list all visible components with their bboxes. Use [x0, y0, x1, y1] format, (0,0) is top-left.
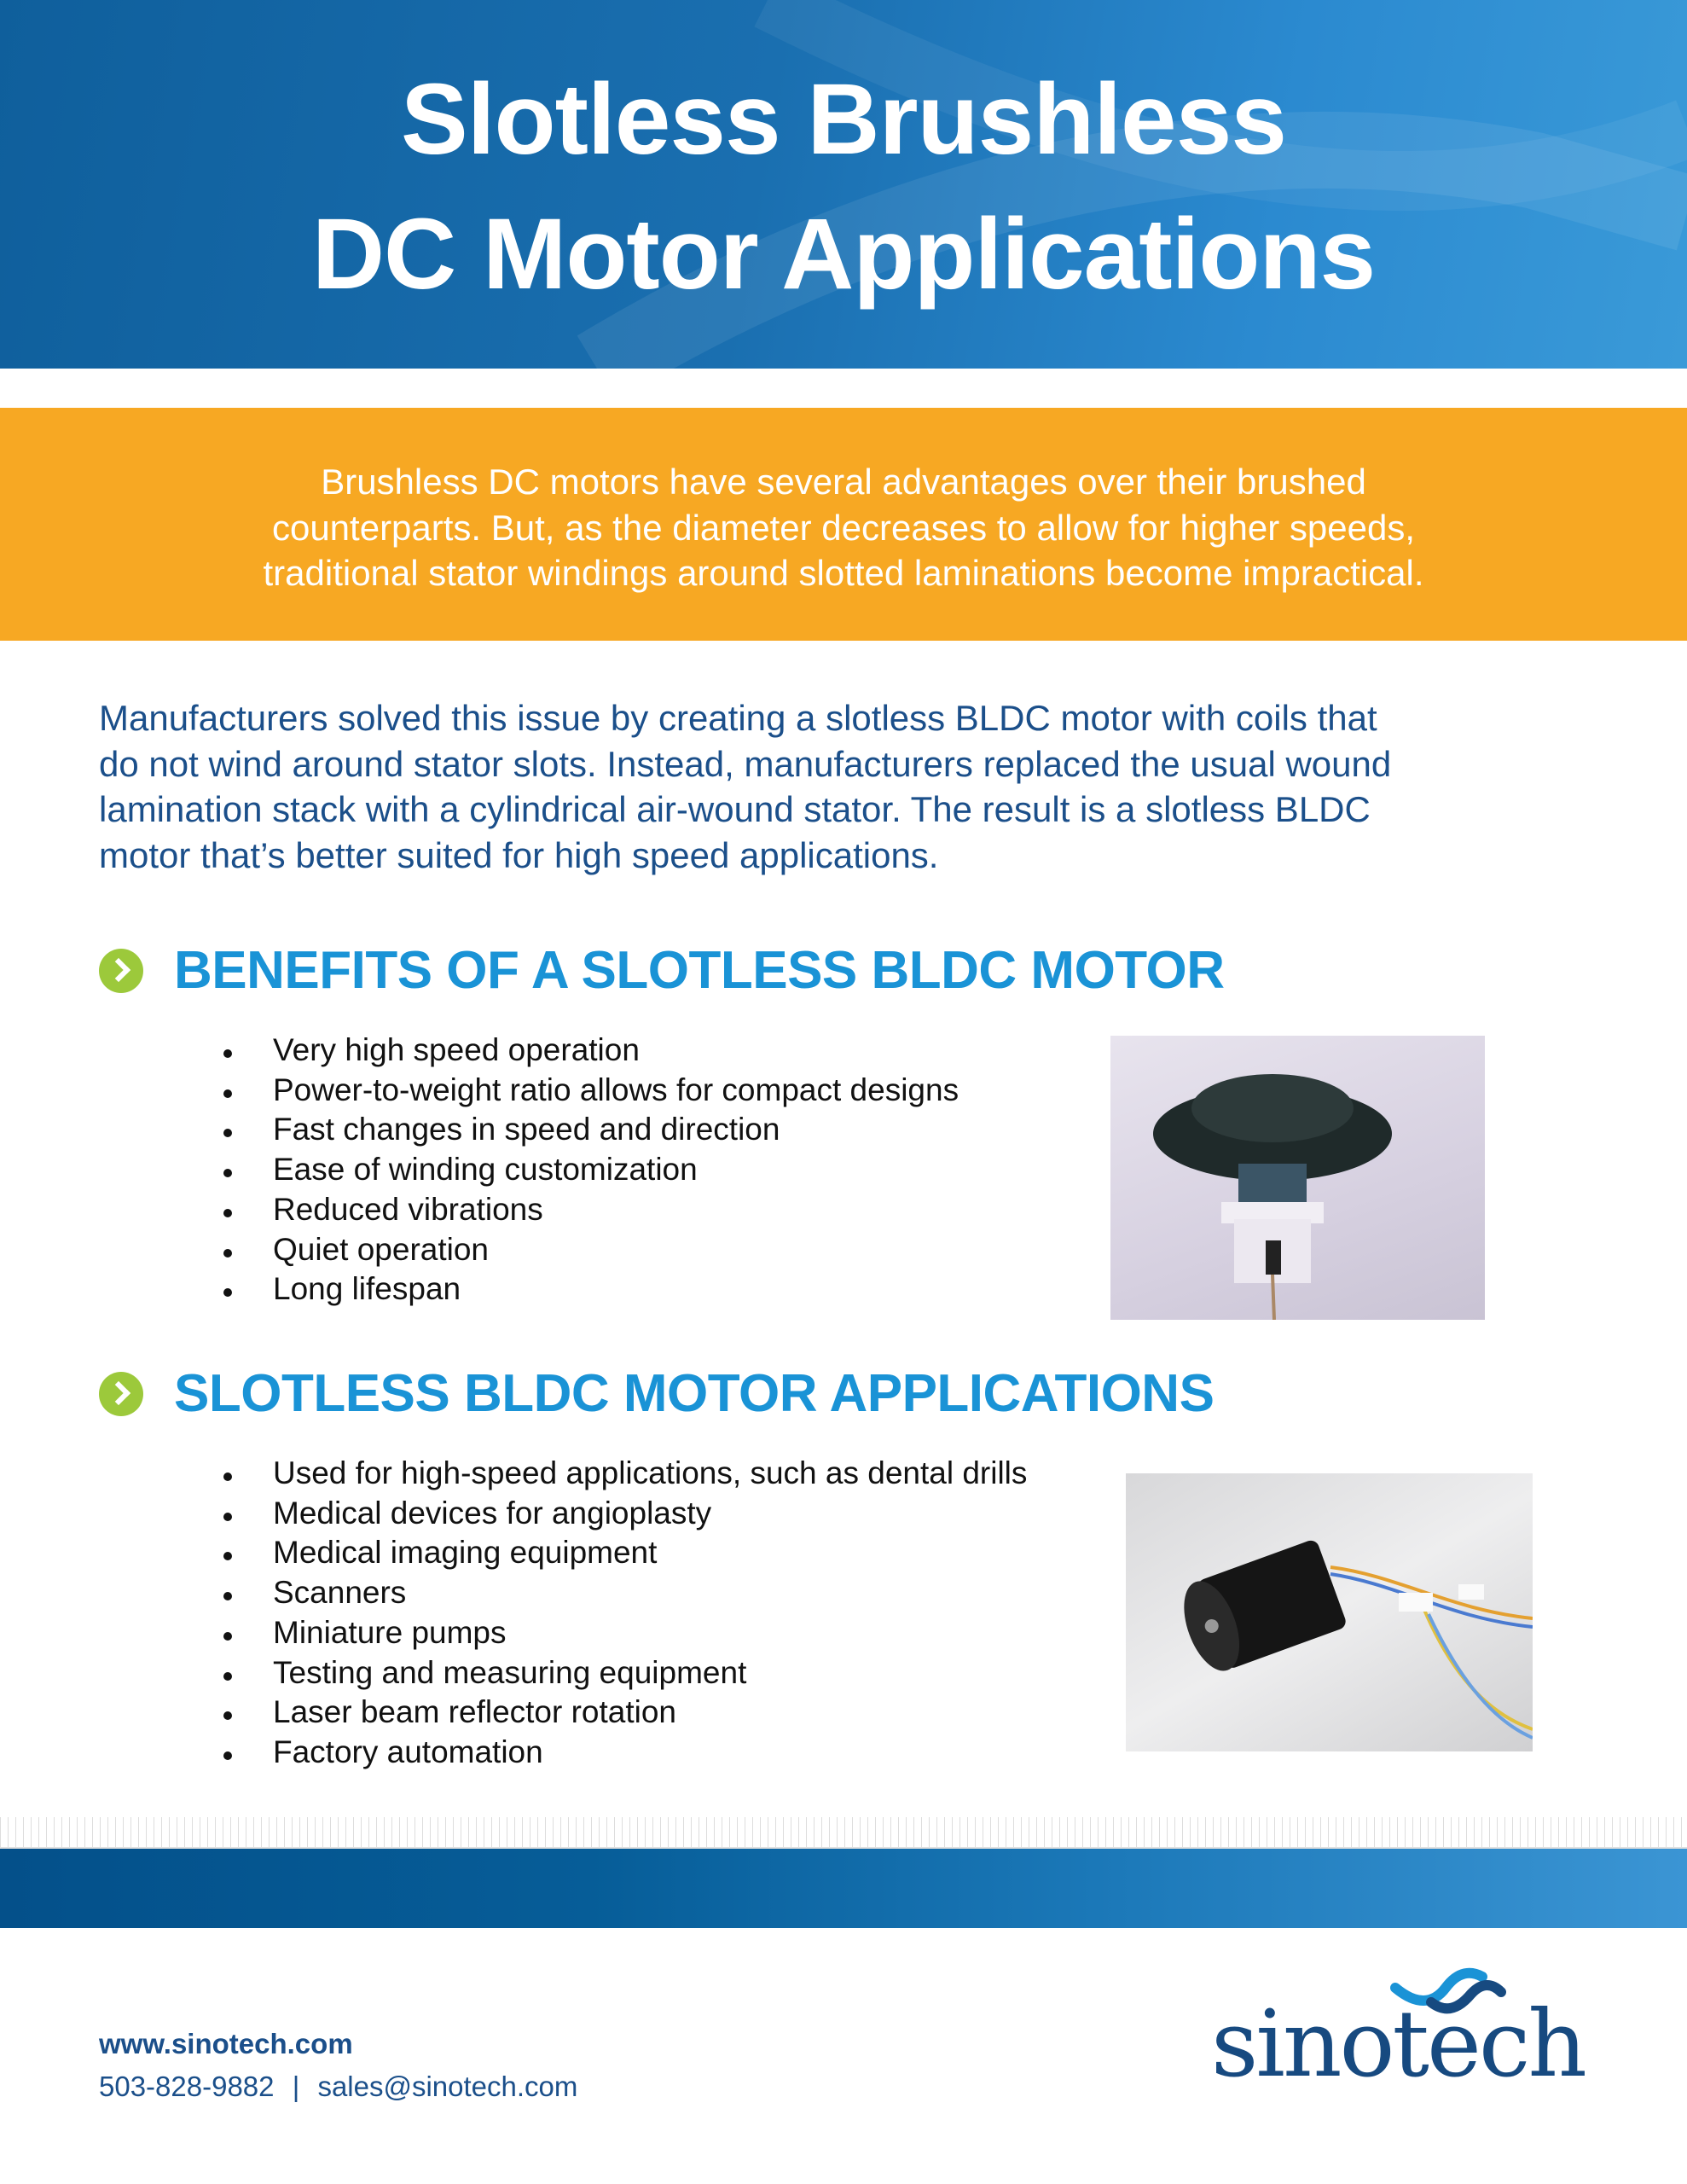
bullet-icon [223, 1209, 232, 1217]
wave-decoration [0, 0, 1687, 369]
bullet-icon [223, 1513, 232, 1521]
list-item: Used for high-speed applications, such as dental drills [273, 1455, 1028, 1490]
website-link[interactable]: www.sinotech.com [99, 2028, 353, 2059]
list-item: Long lifespan [273, 1271, 461, 1307]
logo-wordmark: sinotech [1211, 1991, 1585, 2098]
bullet-icon [223, 1129, 232, 1137]
intro-line: counterparts. But, as the diameter decreases to allow for higher speeds, [271, 508, 1416, 548]
bullet-icon [223, 1169, 232, 1177]
bullet-icon [223, 1672, 232, 1681]
page-title-line1: Slotless Brushless [401, 63, 1286, 176]
bullet-icon [223, 1751, 232, 1760]
list-item: Testing and measuring equipment [273, 1654, 747, 1690]
chevron-right-icon [99, 1372, 143, 1416]
list-item: Miniature pumps [273, 1614, 507, 1650]
list-item: Ease of winding customization [273, 1152, 698, 1188]
bullet-icon [223, 1711, 232, 1720]
body-line: lamination stack with a cylindrical air-wound stator. The result is a slotless BLDC [99, 789, 1371, 829]
applications-heading: SLOTLESS BLDC MOTOR APPLICATIONS [174, 1364, 1215, 1423]
intro-banner [0, 408, 1687, 641]
list-item: Very high speed operation [273, 1032, 640, 1067]
list-item: Fast changes in speed and direction [273, 1112, 780, 1147]
list-item: Medical imaging equipment [273, 1535, 658, 1571]
benefits-heading: BENEFITS OF A SLOTLESS BLDC MOTOR [174, 941, 1225, 1000]
body-line: do not wind around stator slots. Instead, manufacturers replaced the usual wound [99, 744, 1392, 784]
list-item: Medical devices for angioplasty [273, 1495, 712, 1531]
body-line: Manufacturers solved this issue by creating a slotless BLDC motor with coils that [99, 698, 1377, 738]
list-item: Quiet operation [273, 1231, 490, 1267]
bullet-icon [223, 1089, 232, 1098]
sinotech-logo [1211, 1966, 1595, 2103]
list-item: Reduced vibrations [273, 1191, 543, 1227]
separator: | [292, 2071, 300, 2102]
phone-number[interactable]: 503-828-9882 [99, 2071, 275, 2102]
bullet-icon [223, 1049, 232, 1058]
list-item: Factory automation [273, 1734, 543, 1769]
bullet-icon [223, 1472, 232, 1481]
bullet-icon [223, 1288, 232, 1297]
bullet-icon [223, 1632, 232, 1641]
bullet-icon [223, 1249, 232, 1258]
page-title-line2: DC Motor Applications [311, 198, 1376, 311]
slotless-motor-photo-1 [1110, 1036, 1485, 1320]
intro-line: traditional stator windings around slotted laminations become impractical. [263, 553, 1424, 593]
body-line: motor that’s better suited for high speed applications. [99, 835, 939, 875]
header-banner [0, 0, 1687, 369]
list-item: Scanners [273, 1575, 407, 1611]
tick-strip [0, 1817, 1687, 1849]
contact-line [99, 2071, 577, 2103]
email-link[interactable]: sales@sinotech.com [317, 2071, 578, 2102]
list-item: Power-to-weight ratio allows for compact designs [273, 1072, 959, 1107]
chevron-right-icon [99, 949, 143, 993]
bullet-icon [223, 1552, 232, 1560]
footer-bar [0, 1849, 1687, 1928]
list-item: Laser beam reflector rotation [273, 1694, 677, 1730]
slotless-motor-photo-2 [1126, 1473, 1533, 1751]
bullet-icon [223, 1592, 232, 1600]
intro-line: Brushless DC motors have several advantages over their brushed [321, 462, 1366, 502]
